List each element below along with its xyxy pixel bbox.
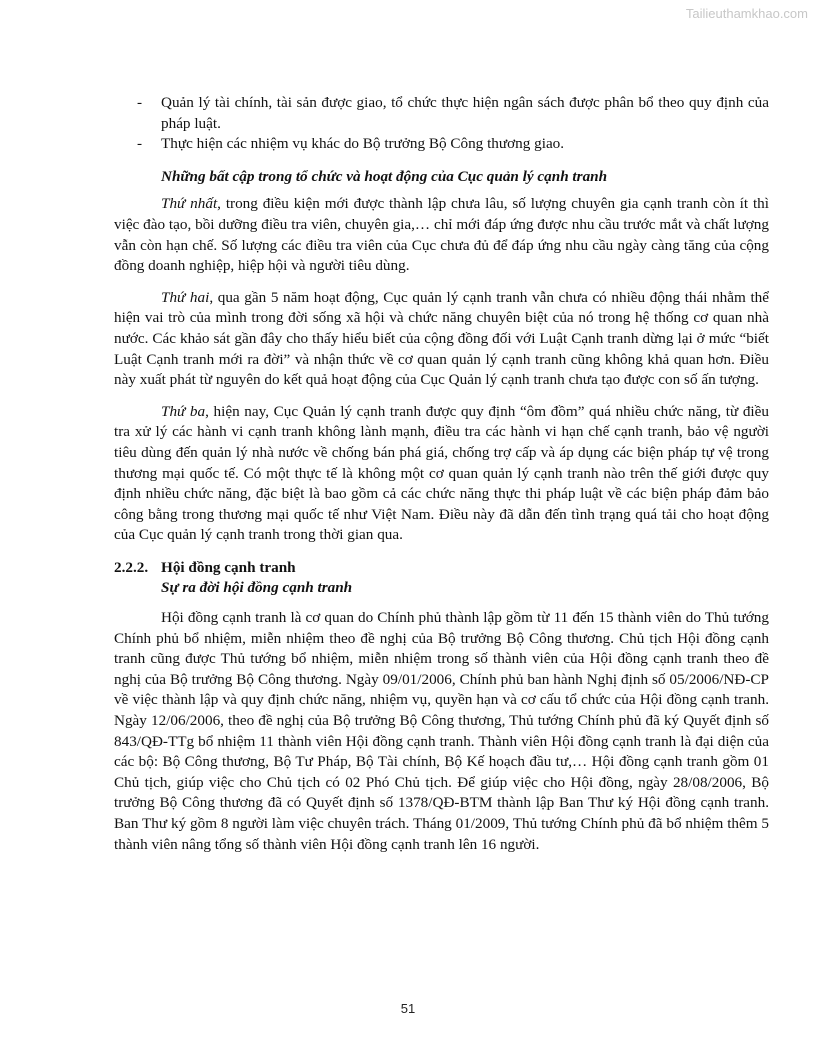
page-number: 51 bbox=[400, 1001, 416, 1016]
page-body bbox=[114, 93, 769, 866]
watermark: Tailieuthamkhao.com bbox=[685, 6, 808, 21]
bullet-marker: - bbox=[137, 135, 143, 153]
paragraph-council: Hội đồng cạnh tranh là cơ quan do Chính phủ thành lập gồm từ 11 đến 15 thành viên do Thủ tướng Chính phủ bổ nhiệm, miễn nhiệm theo đề nghị của Bộ trưởng Bộ Công thương. Chủ tịch Hội đồng cạnh tranh cũng được Thủ tướng bổ nhiệm, miễn nhiệm trong số thành viên của Hội đồng cạnh tranh theo đề nghị của Bộ trưởng Bộ Công thương. Ngày 09/01/2006, Chính phủ ban hành Nghị định số 05/2006/NĐ-CP về việc thành lập và quy định chức năng, nhiệm vụ, quyền hạn và cơ cấu tổ chức của Hội đồng cạnh tranh. Ngày 12/06/2006, theo đề nghị của Bộ trưởng Bộ Công thương, Thủ tướng Chính phủ đã ký Quyết định số 843/QĐ-TTg bổ nhiệm 11 thành viên Hội đồng cạnh tranh. Thành viên Hội đồng cạnh tranh là đại diện của các bộ: Bộ Công thương, Bộ Tư Pháp, Bộ Tài chính, Bộ Kế hoạch đầu tư,… Hội đồng cạnh tranh gồm 01 Chủ tịch, giúp việc cho Chủ tịch có 02 Phó Chủ tịch. Để giúp việc cho Hội đồng, ngày 28/08/2006, Bộ trưởng Bộ Công thương đã có Quyết định số 1378/QĐ-BTM thành lập Ban Thư ký Hội đồng cạnh tranh. Ban Thư ký gồm 8 người làm việc chuyên trách. Tháng 01/2009, Thủ tướng Chính phủ đã bổ nhiệm thêm 5 thành viên nâng tổng số thành viên Hội đồng cạnh tranh lên 16 người. bbox=[114, 609, 769, 853]
subheading: Sự ra đời hội đồng cạnh tranh bbox=[161, 579, 353, 597]
bullet-item bbox=[114, 134, 769, 155]
paragraph-lead: Thứ nhất bbox=[161, 195, 218, 213]
paragraph-lead: Thứ ba bbox=[161, 402, 206, 420]
bullet-marker: - bbox=[137, 94, 143, 111]
paragraph-third bbox=[114, 402, 769, 546]
shortcomings-heading: Những bất cập trong tổ chức và hoạt động của Cục quản lý cạnh tranh bbox=[161, 167, 608, 185]
bullet-text: Quản lý tài chính, tài sản được giao, tổ chức thực hiện ngân sách được phân bổ theo quy định của pháp luật. bbox=[161, 94, 769, 132]
section-title: Hội đồng cạnh tranh bbox=[161, 558, 296, 576]
paragraph-text: , trong điều kiện mới được thành lập chưa lâu, số lượng chuyên gia cạnh tranh còn ít thì việc đào tạo, bồi dưỡng điều tra viên, chuyên gia,… chỉ mới đáp ứng được nhu cầu trước mắt và chất lượng vẫn còn hạn chế. Số lượng các điều tra viên của Cục chưa đủ để đáp ứng nhu cầu ngày càng tăng của cộng đồng doanh nghiệp, hiệp hội và người tiêu dùng. bbox=[114, 195, 769, 275]
bullet-text: Thực hiện các nhiệm vụ khác do Bộ trưởng Bộ Công thương giao. bbox=[161, 135, 565, 153]
paragraph-lead: Thứ hai bbox=[161, 288, 210, 306]
section-heading bbox=[114, 558, 769, 579]
paragraph-first bbox=[114, 194, 769, 276]
paragraph-text: , qua gần 5 năm hoạt động, Cục quản lý cạnh tranh vẫn chưa có nhiều động thái nhằm thể hiện vai trò của mình trong đời sống xã hội và chức năng chuyên biệt của nó trong hệ thống cơ quan nhà nước. Các khảo sát gần đây cho thấy hiểu biết của cộng đồng đối với Luật Cạnh tranh dừng lại ở mức “biết Luật Cạnh tranh mới ra đời” và nhận thức về cơ quan quản lý cạnh tranh cũng không khả quan hơn. Điều này xuất phát từ nguyên do kết quả hoạt động của Cục Quản lý cạnh tranh chưa tạo được con số ấn tượng. bbox=[114, 288, 769, 389]
bullet-item bbox=[114, 93, 769, 134]
paragraph-second bbox=[114, 288, 769, 391]
section-number: 2.2.2. bbox=[114, 558, 149, 576]
paragraph-text: , hiện nay, Cục Quản lý cạnh tranh được quy định “ôm đồm” quá nhiều chức năng, từ điều tra xử lý các hành vi cạnh tranh không lành mạnh, điều tra các hành vi hạn chế cạnh tranh, bảo vệ người tiêu dùng đến quản lý nhà nước về chống bán phá giá, chống trợ cấp và áp dụng các biện pháp tự vệ trong thương mại quốc tế. Có một thực tế là không một cơ quan quản lý cạnh tranh nào trên thế giới được quy định nhiều chức năng, đặc biệt là bao gồm cả các chức năng thực thi pháp luật về các biện pháp đảm bảo công bằng trong thương mại quốc tế như Việt Nam. Điều này đã dẫn đến tình trạng quá tải cho hoạt động của Cục quản lý cạnh tranh trong thời gian qua. bbox=[114, 402, 769, 544]
